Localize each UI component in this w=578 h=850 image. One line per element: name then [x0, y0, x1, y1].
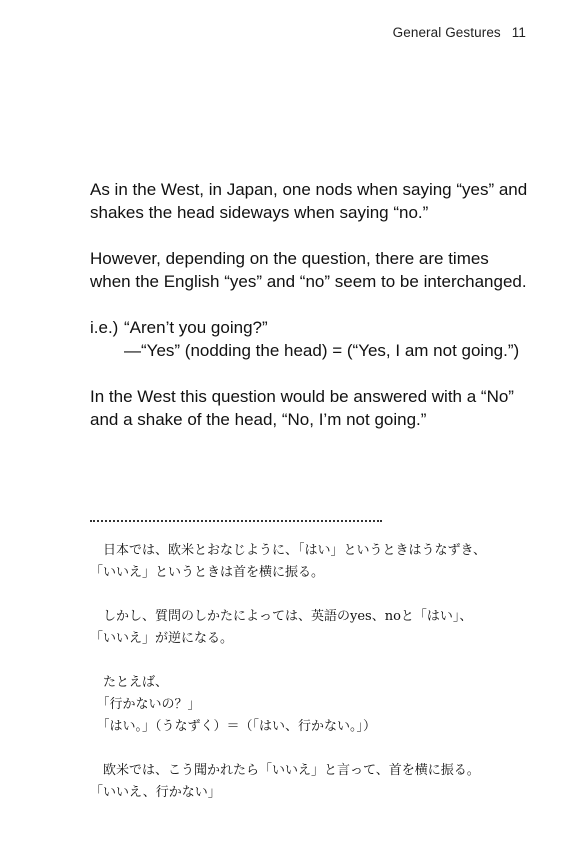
japanese-line: 「いいえ」というときは首を横に振る。	[90, 565, 325, 580]
running-header	[393, 25, 526, 40]
example-answer: —“Yes” (nodding the head) = (“Yes, I am not going.”)	[124, 341, 520, 360]
japanese-line: 「いいえ、行かない」	[90, 785, 221, 800]
japanese-paragraph-4	[90, 760, 520, 804]
japanese-line: たとえば、	[90, 675, 169, 690]
english-text-block	[90, 178, 530, 454]
example-prefix: i.e.)	[90, 318, 119, 337]
japanese-line: 日本では、欧米とおなじように、「はい」というときはうなずき、	[90, 543, 486, 558]
japanese-line: しかし、質問のしかたによっては、英語のyes、noと「はい」、	[90, 609, 473, 624]
section-title: General Gestures	[392, 25, 501, 40]
japanese-line: 欧米では、こう聞かれたら「いいえ」と言って、首を横に振る。	[90, 763, 480, 778]
example-answer-line	[90, 339, 530, 362]
dotted-divider	[90, 520, 382, 522]
japanese-line: 「いいえ」が逆になる。	[90, 631, 234, 646]
japanese-paragraph-1	[90, 540, 520, 584]
japanese-line: 「はい。」（うなずく）＝（「はい、行かない。」）	[90, 719, 377, 734]
example-question-line	[90, 316, 530, 339]
japanese-paragraph-2	[90, 606, 520, 650]
japanese-line: 「行かないの？」	[90, 697, 201, 712]
english-example	[90, 316, 530, 362]
page-number: 11	[511, 25, 526, 40]
english-paragraph-1: As in the West, in Japan, one nods when saying “yes” and shakes the head sideways when saying “no.”	[90, 180, 528, 222]
english-paragraph-2: However, depending on the question, there are times when the English “yes” and “no” seem to be interchanged.	[90, 249, 527, 291]
japanese-text-block	[90, 540, 520, 826]
english-paragraph-3: In the West this question would be answered with a “No” and a shake of the head, “No, I’m not going.”	[90, 387, 514, 429]
example-question: “Aren’t you going?”	[124, 318, 268, 337]
japanese-paragraph-3	[90, 672, 520, 738]
